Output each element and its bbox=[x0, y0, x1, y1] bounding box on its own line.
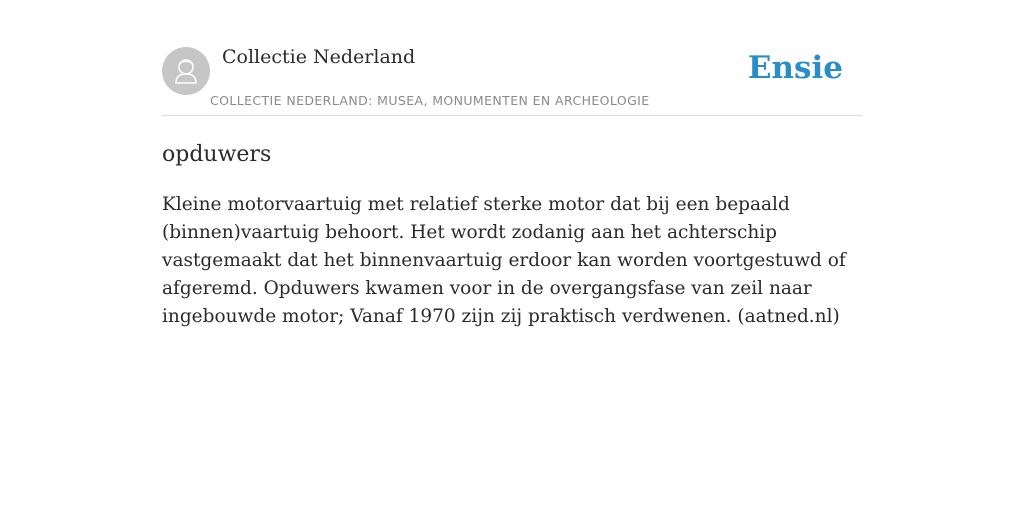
ensie-logo-link[interactable]: Ensie bbox=[747, 50, 843, 86]
entry-definition: Kleine motorvaartuig met relatief sterke motor dat bij een bepaald (binnen)vaartuig behoort. Het wordt zodanig aan het achterschip vastgemaakt dat het binnenvaartuig erdoor kan worden voortgestuwd of afgeremd. Opduwers kwamen voor in de overgangsfase van zeil naar ingebouwde motor; Vanaf 1970 zijn zij praktisch verdwenen. (aatned.nl) bbox=[162, 194, 846, 327]
source-label: COLLECTIE NEDERLAND: MUSEA, MONUMENTEN EN ARCHEOLOGIE bbox=[210, 93, 650, 108]
author-name-link[interactable]: Collectie Nederland bbox=[222, 46, 416, 68]
user-avatar-icon[interactable] bbox=[162, 47, 210, 95]
entry-card bbox=[162, 40, 862, 331]
entry-header bbox=[162, 40, 862, 116]
entry-term: opduwers bbox=[162, 142, 272, 167]
